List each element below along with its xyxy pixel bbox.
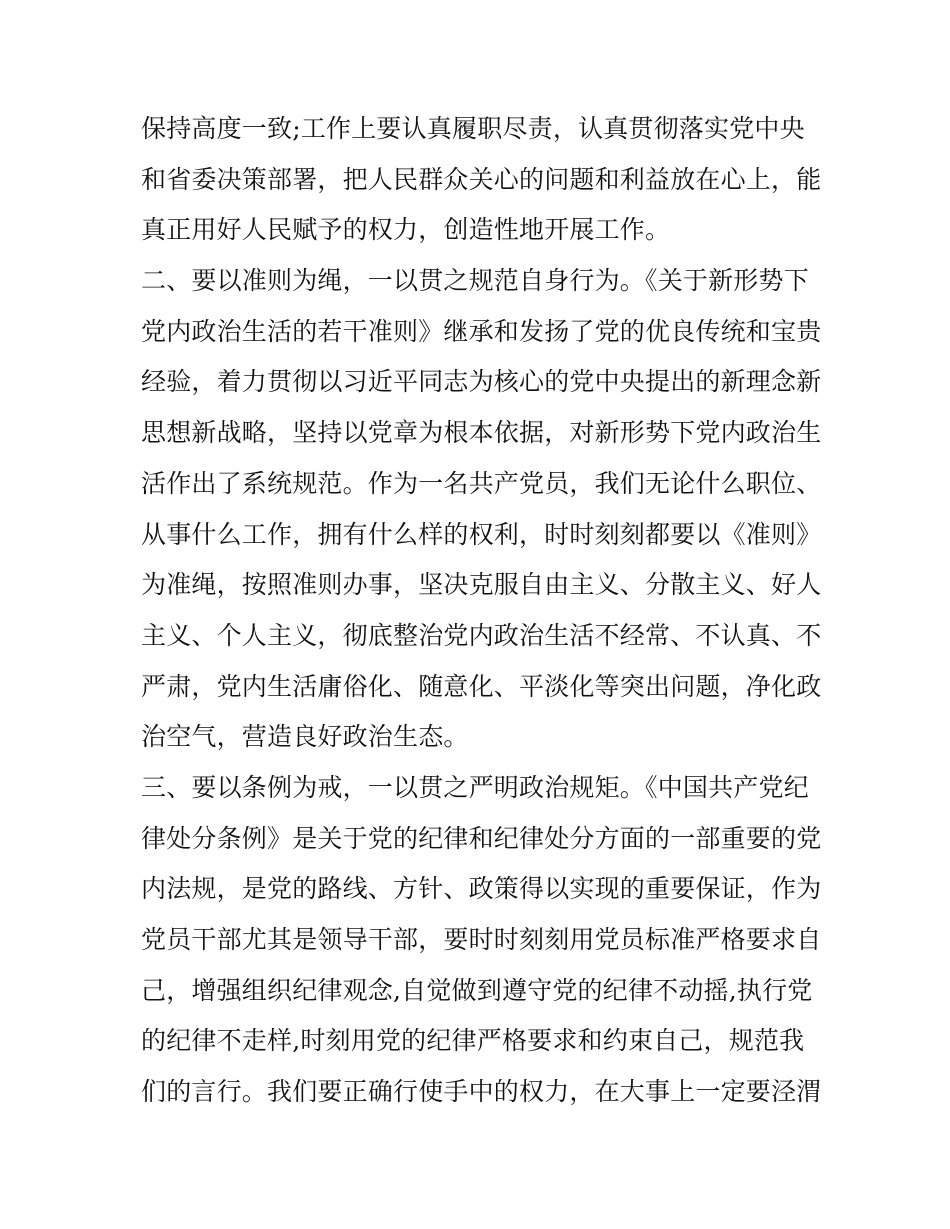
text-line: 律处分条例》是关于党的纪律和纪律处分方面的一部重要的党 xyxy=(141,823,822,853)
text-line: 党内政治生活的若干准则》继承和发扬了党的优良传统和宝贵 xyxy=(141,316,822,346)
text-line: 党员干部尤其是领导干部，要时时刻刻用党员标准严格要求自 xyxy=(141,925,822,954)
section-heading-line: 二、要以准则为绳，一以贯之规范自身行为。《关于新形势下 xyxy=(141,266,809,296)
text-line: 的纪律不走样,时刻用党的纪律严格要求和约束自己，规范我 xyxy=(141,1026,805,1056)
text-line: 从事什么工作，拥有什么样的权利，时时刻刻都要以《准则》 xyxy=(141,519,822,549)
text-line: 经验，着力贯彻以习近平同志为核心的党中央提出的新理念新 xyxy=(141,367,822,397)
text-line: 治空气，营造良好政治生态。 xyxy=(141,722,469,752)
text-line: 们的言行。我们要正确行使手中的权力，在大事上一定要泾渭 xyxy=(141,1077,822,1107)
text-line: 活作出了系统规范。作为一名共产党员，我们无论什么职位、 xyxy=(141,468,822,498)
text-line: 主义、个人主义，彻底整治党内政治生活不经常、不认真、不 xyxy=(141,620,822,650)
text-line: 和省委决策部署，把人民群众关心的问题和利益放在心上，能 xyxy=(141,164,822,194)
text-line: 思想新战略，坚持以党章为根本依据，对新形势下党内政治生 xyxy=(141,418,822,448)
text-line: 为准绳，按照准则办事，坚决克服自由主义、分散主义、好人 xyxy=(141,570,822,600)
body-text xyxy=(141,104,821,1118)
section-heading-line: 三、要以条例为戒，一以贯之严明政治规矩。《中国共产党纪 xyxy=(141,772,809,802)
text-line: 内法规，是党的路线、方针、政策得以实现的重要保证，作为 xyxy=(141,874,822,904)
text-line: 严肃，党内生活庸俗化、随意化、平淡化等突出问题，净化政 xyxy=(141,671,822,701)
text-line: 保持高度一致;工作上要认真履职尽责，认真贯彻落实党中央 xyxy=(141,114,805,143)
text-line: 己，增强组织纪律观念,自觉做到遵守党的纪律不动摇,执行党 xyxy=(141,975,813,1005)
text-line: 真正用好人民赋予的权力，创造性地开展工作。 xyxy=(141,215,671,245)
